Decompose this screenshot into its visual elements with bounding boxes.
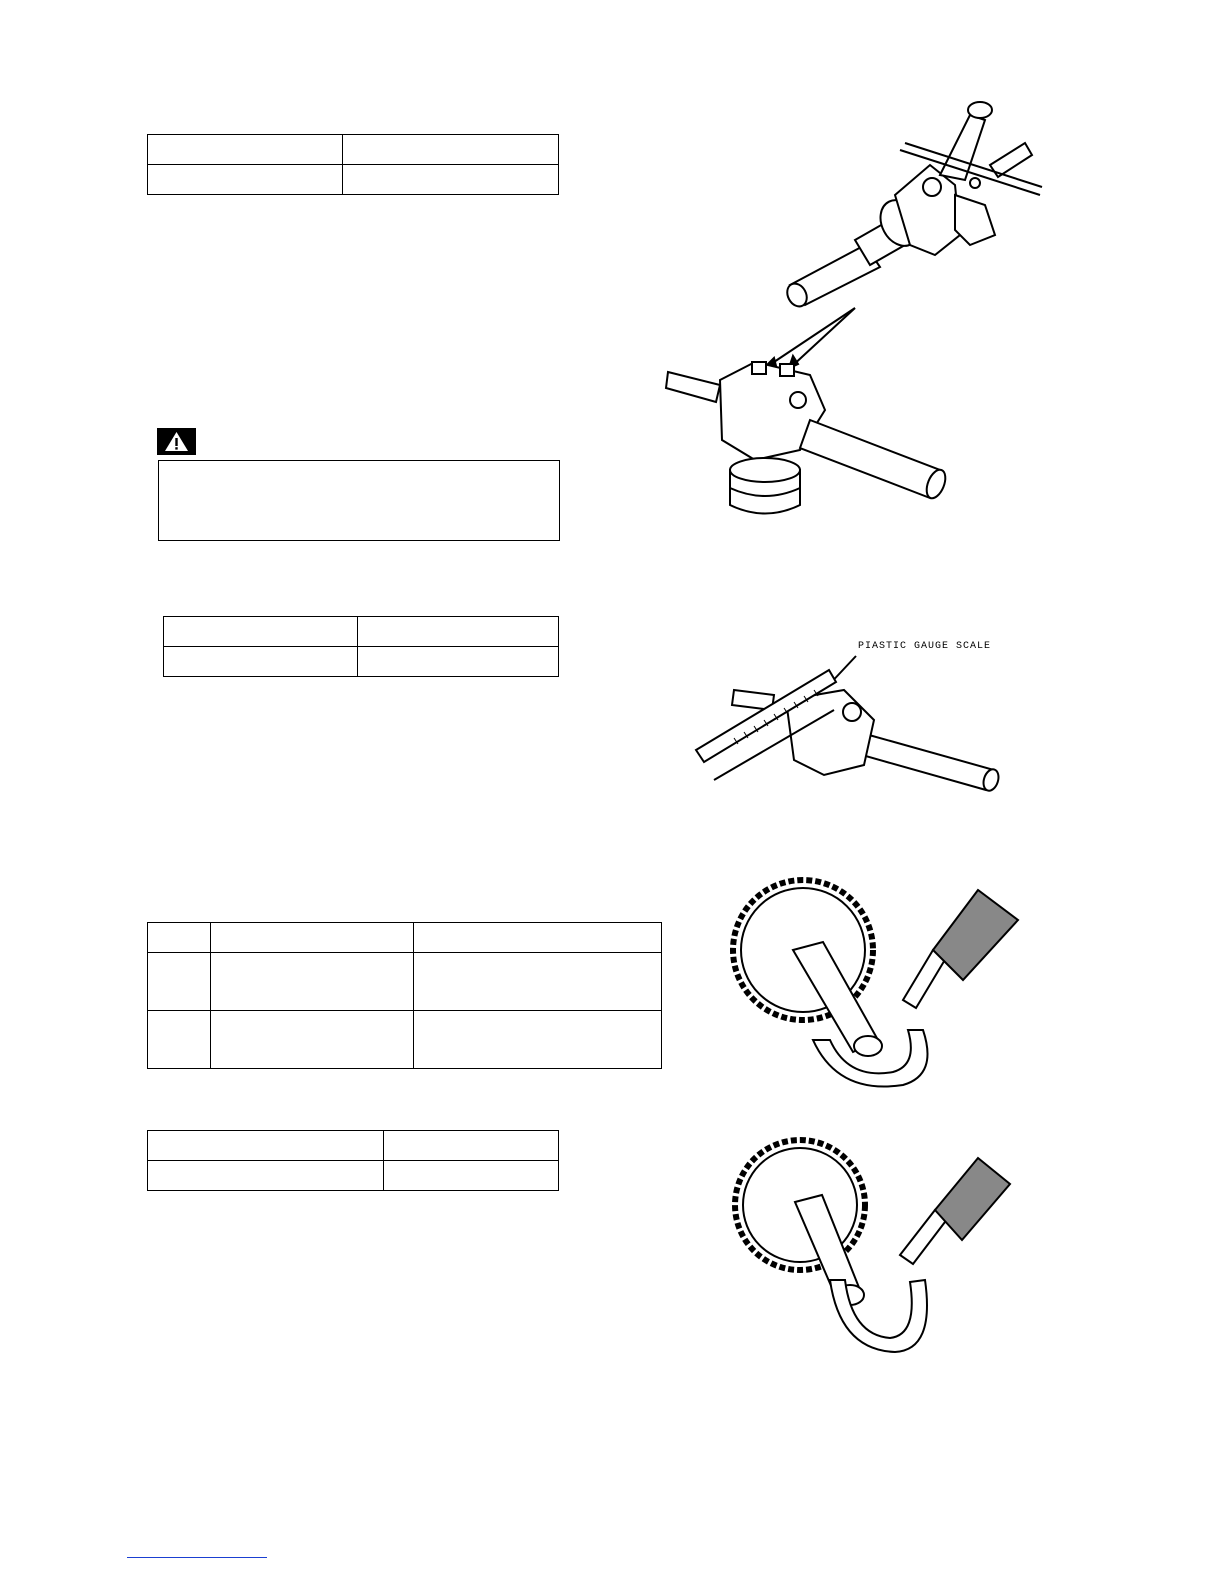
table-cell: [148, 1011, 211, 1069]
table-row: [148, 135, 559, 165]
table-cell: [414, 953, 662, 1011]
warning-box: [158, 460, 560, 541]
table-cell: [164, 617, 358, 647]
table-cell: [358, 647, 559, 677]
table-row: [164, 647, 559, 677]
table-row: [148, 1131, 559, 1161]
table-cell: [384, 1161, 559, 1191]
plastic-gauge-measurement-figure: [694, 650, 1014, 790]
table-cell: [343, 135, 559, 165]
spec-table-2: [163, 616, 559, 677]
plastic-gauge-scale-label: PIASTIC GAUGE SCALE: [858, 641, 992, 652]
spec-table-3: [147, 922, 662, 1069]
table-cell: [343, 165, 559, 195]
table-cell: [211, 953, 414, 1011]
table-cell: [148, 135, 343, 165]
crank-pin-micrometer-figure: [718, 880, 1028, 1100]
table-cell: [211, 1011, 414, 1069]
table-row: [148, 953, 662, 1011]
table-cell: [148, 165, 343, 195]
table-cell: [148, 953, 211, 1011]
table-row: [148, 1011, 662, 1069]
table-cell: [211, 923, 414, 953]
table-row: [148, 923, 662, 953]
table-cell: [358, 617, 559, 647]
table-cell: [164, 647, 358, 677]
table-cell: [414, 923, 662, 953]
table-row: [148, 165, 559, 195]
table-cell: [148, 923, 211, 953]
crank-journal-micrometer-figure: [730, 1140, 1020, 1360]
warning-triangle-icon: [157, 428, 196, 455]
table-cell: [148, 1161, 384, 1191]
table-cell: [414, 1011, 662, 1069]
footer-rule: [127, 1557, 267, 1558]
spec-table-4: [147, 1130, 559, 1191]
spec-table-1: [147, 134, 559, 195]
table-row: [164, 617, 559, 647]
table-cell: [384, 1131, 559, 1161]
connecting-rod-cap-bolts-figure: [660, 300, 960, 520]
table-row: [148, 1161, 559, 1191]
crankshaft-side-clearance-figure: [770, 95, 1050, 305]
table-cell: [148, 1131, 384, 1161]
